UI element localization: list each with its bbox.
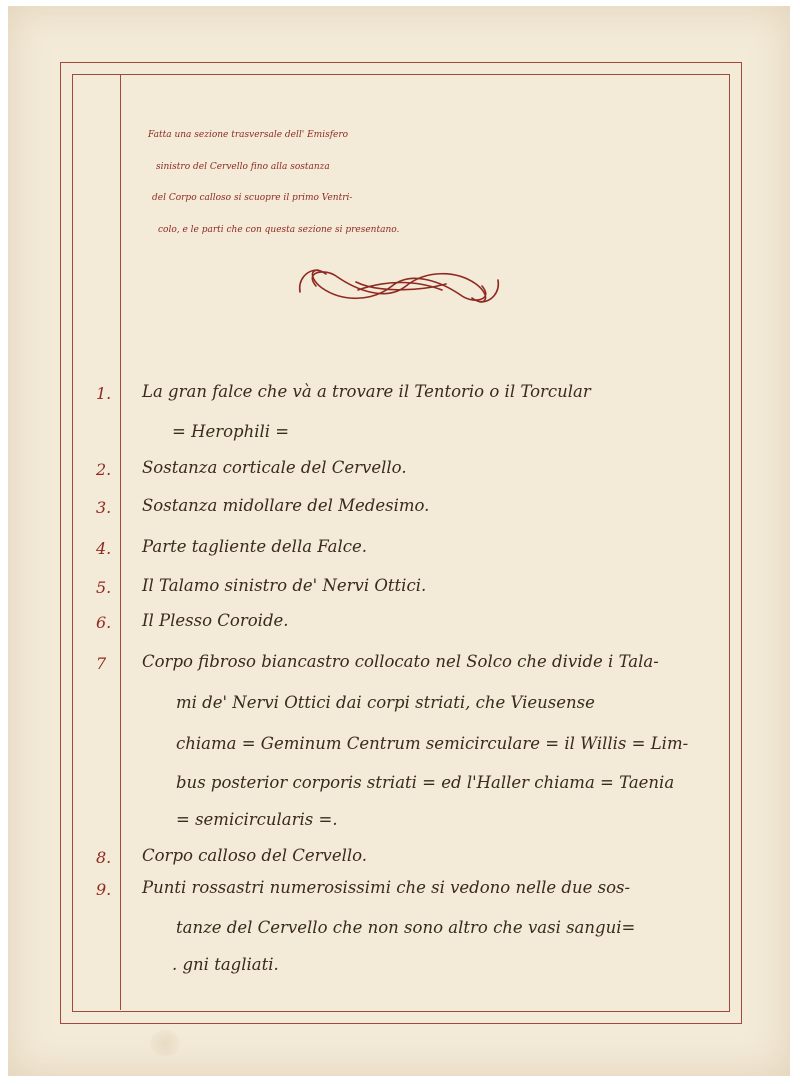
item-number: 8.: [96, 848, 112, 867]
heading-line: sinistro del Cervello fino alla sostanza: [156, 161, 330, 172]
item-text: La gran falce che và a trovare il Tentorio o il Torcular: [142, 382, 591, 401]
item-text: chiama = Geminum Centrum semicirculare = il Willis = Lim-: [176, 734, 689, 753]
item-number: 2.: [96, 460, 112, 479]
item-text: mi de' Nervi Ottici dai corpi striati, che Vieusense: [176, 693, 595, 712]
item-number: 6.: [96, 613, 112, 632]
item-text: Parte tagliente della Falce.: [142, 537, 367, 556]
item-text: Corpo calloso del Cervello.: [142, 846, 368, 865]
item-number: 7: [96, 654, 107, 673]
item-text: Il Plesso Coroide.: [142, 611, 289, 630]
item-number: 5.: [96, 578, 112, 597]
item-text: Punti rossastri numerosissimi che si vedono nelle due sos-: [142, 878, 631, 897]
item-text: . gni tagliati.: [172, 955, 279, 974]
item-text: Sostanza midollare del Medesimo.: [142, 496, 430, 515]
heading-line: colo, e le parti che con questa sezione si presentano.: [158, 224, 400, 235]
item-text: Corpo fibroso biancastro collocato nel Solco che divide i Tala-: [142, 652, 659, 671]
item-text: = Herophili =: [172, 422, 290, 441]
item-number: 4.: [96, 539, 112, 558]
item-text: bus posterior corporis striati = ed l'Haller chiama = Taenia: [176, 773, 675, 792]
item-number: 3.: [96, 498, 112, 517]
item-text: Il Talamo sinistro de' Nervi Ottici.: [142, 576, 427, 595]
item-number: 1.: [96, 384, 112, 403]
heading-line: Fatta una sezione trasversale dell' Emisfero: [148, 130, 349, 140]
item-text: Sostanza corticale del Cervello.: [142, 458, 407, 477]
item-text: tanze del Cervello che non sono altro che vasi sangui=: [176, 918, 636, 937]
item-text: = semicircularis =.: [176, 810, 338, 829]
heading-line: del Corpo calloso si scuopre il primo Ventri-: [152, 193, 353, 203]
item-number: 9.: [96, 880, 112, 899]
